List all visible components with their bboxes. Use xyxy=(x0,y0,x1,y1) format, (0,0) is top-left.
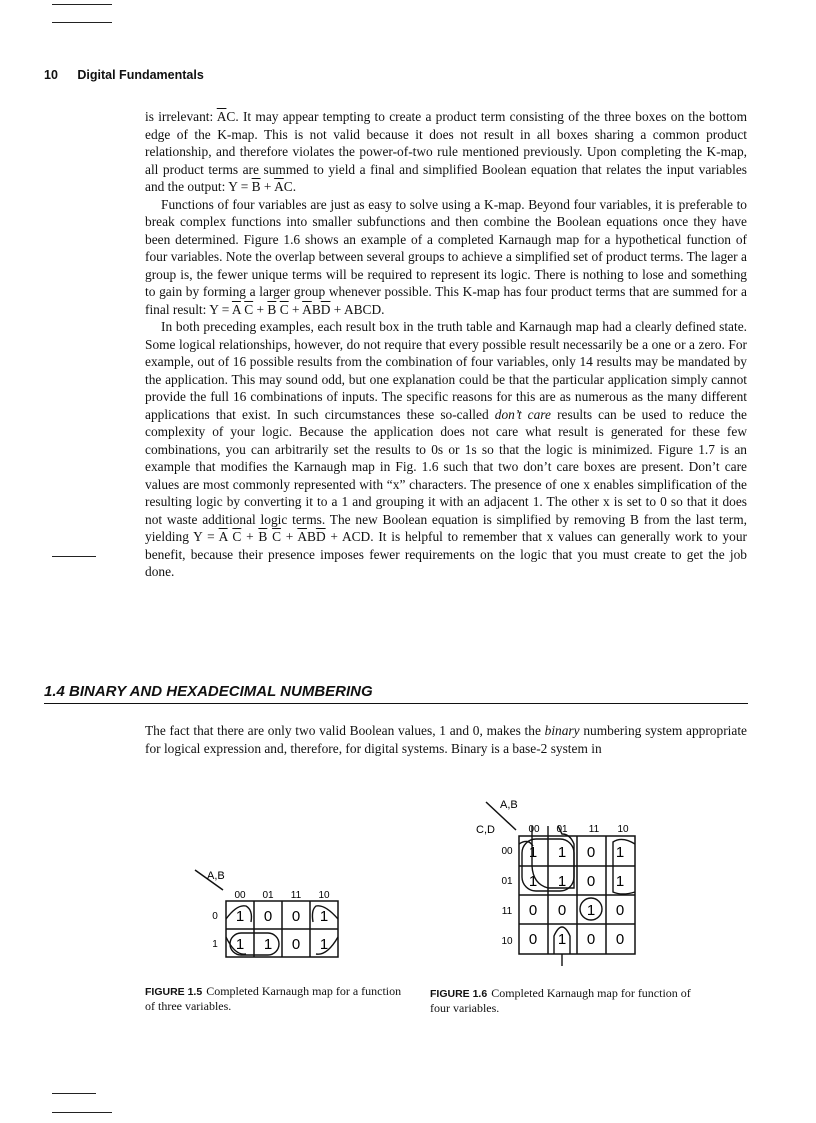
kmap4-row-label: 11 xyxy=(501,906,513,917)
kmap3-col-label: 11 xyxy=(290,890,302,901)
kmap3-cell: 1 xyxy=(235,936,245,953)
kmap3-cell: 1 xyxy=(235,908,245,925)
kmap4-ab-label: A,B xyxy=(500,799,518,811)
section-heading: 1.4 BINARY AND HEXADECIMAL NUMBERING xyxy=(44,683,748,704)
kmap3-cell: 0 xyxy=(263,908,273,925)
kmap4-cell: 0 xyxy=(615,931,625,948)
kmap4-cell: 1 xyxy=(557,844,567,861)
kmap4-cd-label: C,D xyxy=(476,824,495,836)
body-text xyxy=(145,108,747,581)
equation-kmap4: $Y = \overline{A}$ $\overline{C} + \overline{B}$ $\overline{C} + \overline{A}B\overline{D}$ + ABCD. xyxy=(209,301,385,317)
kmap3-cell: 0 xyxy=(291,908,301,925)
figure-1-5-caption: FIGURE 1.5 Completed Karnaugh map for a function of three variables. xyxy=(145,984,402,1013)
kmap4-col-label: 10 xyxy=(617,824,629,835)
inline-equation: $\overline{A}C$ xyxy=(216,109,236,124)
crop-mark xyxy=(52,1112,112,1113)
equation-kmap3: $Y = \overline{B} + \overline{A}C$. xyxy=(228,179,297,194)
kmap3-col-label: 00 xyxy=(234,890,246,901)
kmap4-cell: 0 xyxy=(615,902,625,919)
kmap4-row-label: 01 xyxy=(501,876,513,887)
kmap4-cell: 1 xyxy=(557,873,567,890)
kmap4-col-label: 00 xyxy=(528,824,540,835)
kmap3-col-label: 10 xyxy=(318,890,330,901)
kmap4-col-label: 01 xyxy=(556,824,568,835)
figure-1-6-kmap xyxy=(470,796,650,971)
kmap4-cell: 1 xyxy=(615,873,625,890)
kmap4-cell: 0 xyxy=(586,931,596,948)
kmap4-cell: 1 xyxy=(586,902,596,919)
kmap4-cell: 1 xyxy=(615,844,625,861)
kmap4-cell: 1 xyxy=(528,873,538,890)
crop-mark xyxy=(52,22,112,23)
kmap3-col-label: 01 xyxy=(262,890,274,901)
kmap4-cell: 1 xyxy=(557,931,567,948)
kmap4-cell: 0 xyxy=(528,902,538,919)
kmap3-row-label: 0 xyxy=(212,911,218,922)
kmap4-row-label: 00 xyxy=(501,846,513,857)
kmap4-cell: 0 xyxy=(557,902,567,919)
figure-1-5-kmap xyxy=(185,862,360,967)
kmap3-ab-label: A,B xyxy=(207,870,225,882)
kmap4-cell: 0 xyxy=(586,844,596,861)
kmap4-cell: 0 xyxy=(528,931,538,948)
kmap3-cell: 1 xyxy=(263,936,273,953)
paragraph-4: The fact that there are only two valid Boolean values, 1 and 0, makes the binary numbering system appropriate for logical expression and, therefore, for digital systems. Binary is a base-2 system in xyxy=(145,723,747,756)
kmap4-cell: 0 xyxy=(586,873,596,890)
kmap4-row-label: 10 xyxy=(501,936,513,947)
paragraph-3: In both preceding examples, each result box in the truth table and Karnaugh map had a clearly defined state. Some logical relationships, however, do not require that every possible result necessarily be a one or a zero. For example, out of 16 possible results from the combination of four variables, only 14 results may be mandated by the application. This may sound odd, but one explanation could be that the particular application simply cannot provide the full 16 combinations of inputs. The specific reasons for this are as numerous as the many different applications that exist. In such circumstances these so-called don’t care results can be used to reduce the complexity of your logic. Because the application does not care what result is generated for these few combinations, you can arbitrarily set the results to 0s or 1s so that the logic is minimized. Figure 1.7 is an example that modifies the Karnaugh map in Fig. 1.6 such that two don’t care boxes are present. Don’t care values are most commonly represented with “x” characters. The presence of one x enables simplification of the resulting logic by converting it to a 1 and grouping it with an adjacent 1. The other x is set to 0 so that it does not waste additional logic terms. The new Boolean equation is simplified by removing B from the last term, yielding $Y = \overline{A}$ $\overline{C} + \overline{B}$ $\overline{C} + \overline{A}B\overline{D}$ + ACD. It is helpful to remember that x values can generally work to your benefit, because their presence imposes fewer requirements on the logic that you must create to get the job done. xyxy=(145,319,747,579)
paragraph-1: is irrelevant: $\overline{A}C$. It may appear tempting to create a product term consisting of the three boxes on the bottom edge of the K-map. This is not valid because it does not result in all boxes sharing a common product relationship, and therefore violates the power-of-two rule mentioned previously. Upon completing the K-map, all product terms are summed to yield a final and simplified Boolean equation that relates the input variables and the output: $Y = \overline{B} + \overline{A}C$. xyxy=(145,109,747,194)
figure-1-6-caption: FIGURE 1.6 Completed Karnaugh map for function of four variables. xyxy=(430,986,691,1015)
kmap3-cell: 1 xyxy=(319,908,329,925)
kmap3-row-label: 1 xyxy=(212,939,218,950)
crop-mark xyxy=(52,1093,96,1094)
kmap4-cell: 1 xyxy=(528,844,538,861)
running-header xyxy=(44,68,204,82)
body-text-section xyxy=(145,722,747,757)
crop-mark xyxy=(52,556,96,557)
kmap3-cell: 1 xyxy=(319,936,329,953)
page-number: 10 xyxy=(44,68,58,82)
equation-dont-care: $Y = \overline{A}$ $\overline{C} + \overline{B}$ $\overline{C} + \overline{A}B\overline{D}$ + ACD xyxy=(193,529,371,544)
crop-mark xyxy=(52,4,112,5)
running-title: Digital Fundamentals xyxy=(77,68,204,82)
kmap3-cell: 0 xyxy=(291,936,301,953)
kmap4-col-label: 11 xyxy=(588,824,600,835)
paragraph-2: Functions of four variables are just as easy to solve using a K-map. Beyond four variables, it is preferable to break complex functions into smaller subfunctions and then combine the Boolean equations once they have been determined. Figure 1.6 shows an example of a completed Karnaugh map for a hypothetical function of four variables. Note the overlap between several groups to achieve a simplified set of product terms. The lager a group is, the fewer unique terms will be required to represent its logic. There is nothing to lose and something to gain by forming a larger group whenever possible. This K-map has four product terms that are summed for a final result: $Y = \overline{A}$ $\overline{C} + \overline{B}$ $\overline{C} + \overline{A}B\overline{D}$ + ABCD. xyxy=(145,196,747,317)
